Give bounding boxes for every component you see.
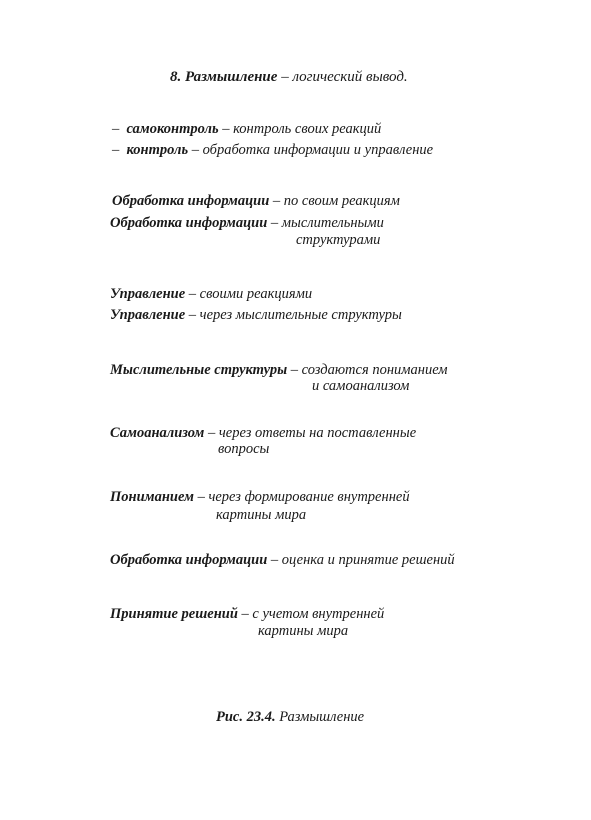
definition-line	[110, 605, 384, 623]
definition-rest: – через мыслительные структуры	[185, 307, 402, 323]
definition-rest: – создаются пониманием	[287, 362, 448, 378]
definition-term: Мыслительные структуры	[110, 362, 288, 378]
definition-line	[110, 285, 312, 303]
definition-term: Пониманием	[110, 489, 194, 505]
heading	[170, 68, 408, 86]
definition-line	[110, 488, 410, 506]
list-dash: –	[112, 142, 120, 158]
definition-rest: – своими реакциями	[185, 286, 313, 302]
definition-rest: – через формирование внутренней	[193, 489, 410, 505]
definition-continuation: картины мира	[216, 507, 307, 523]
definition-term: Принятие решений	[110, 606, 238, 622]
definition-term: Управление	[110, 307, 186, 323]
caption-term: Рис. 23.4.	[216, 709, 276, 725]
heading-term: 8. Размышление	[170, 69, 278, 85]
definition-continuation: и самоанализом	[312, 378, 410, 394]
list-item	[112, 141, 433, 159]
definition-term: Управление	[110, 286, 186, 302]
definition-term: Обработка информации	[110, 552, 268, 568]
definition-rest: – оценка и принятие решений	[267, 552, 455, 568]
list-item	[112, 120, 381, 138]
definition-term: Обработка информации	[110, 215, 268, 231]
list-term: контроль	[126, 142, 189, 158]
definition-line	[112, 192, 400, 210]
definition-line	[110, 214, 384, 232]
figure-caption	[216, 708, 364, 726]
list-rest: – контроль своих реакций	[218, 121, 382, 137]
caption-rest: Размышление	[275, 709, 365, 725]
heading-rest: – логический вывод.	[277, 69, 408, 85]
definition-line	[110, 306, 402, 324]
definition-rest: – мыслительными	[267, 215, 384, 231]
definition-rest: – по своим реакциям	[269, 193, 400, 209]
list-dash: –	[112, 121, 120, 137]
definition-rest: – через ответы на поставленные	[204, 425, 417, 441]
definition-continuation: структурами	[296, 232, 381, 248]
definition-continuation: вопросы	[218, 441, 270, 457]
definition-term: Самоанализом	[110, 425, 205, 441]
definition-line	[110, 551, 455, 569]
definition-rest: – с учетом внутренней	[237, 606, 385, 622]
definition-term: Обработка информации	[112, 193, 270, 209]
definition-continuation: картины мира	[258, 623, 349, 639]
list-rest: – обработка информации и управление	[188, 142, 434, 158]
list-term: самоконтроль	[126, 121, 219, 137]
